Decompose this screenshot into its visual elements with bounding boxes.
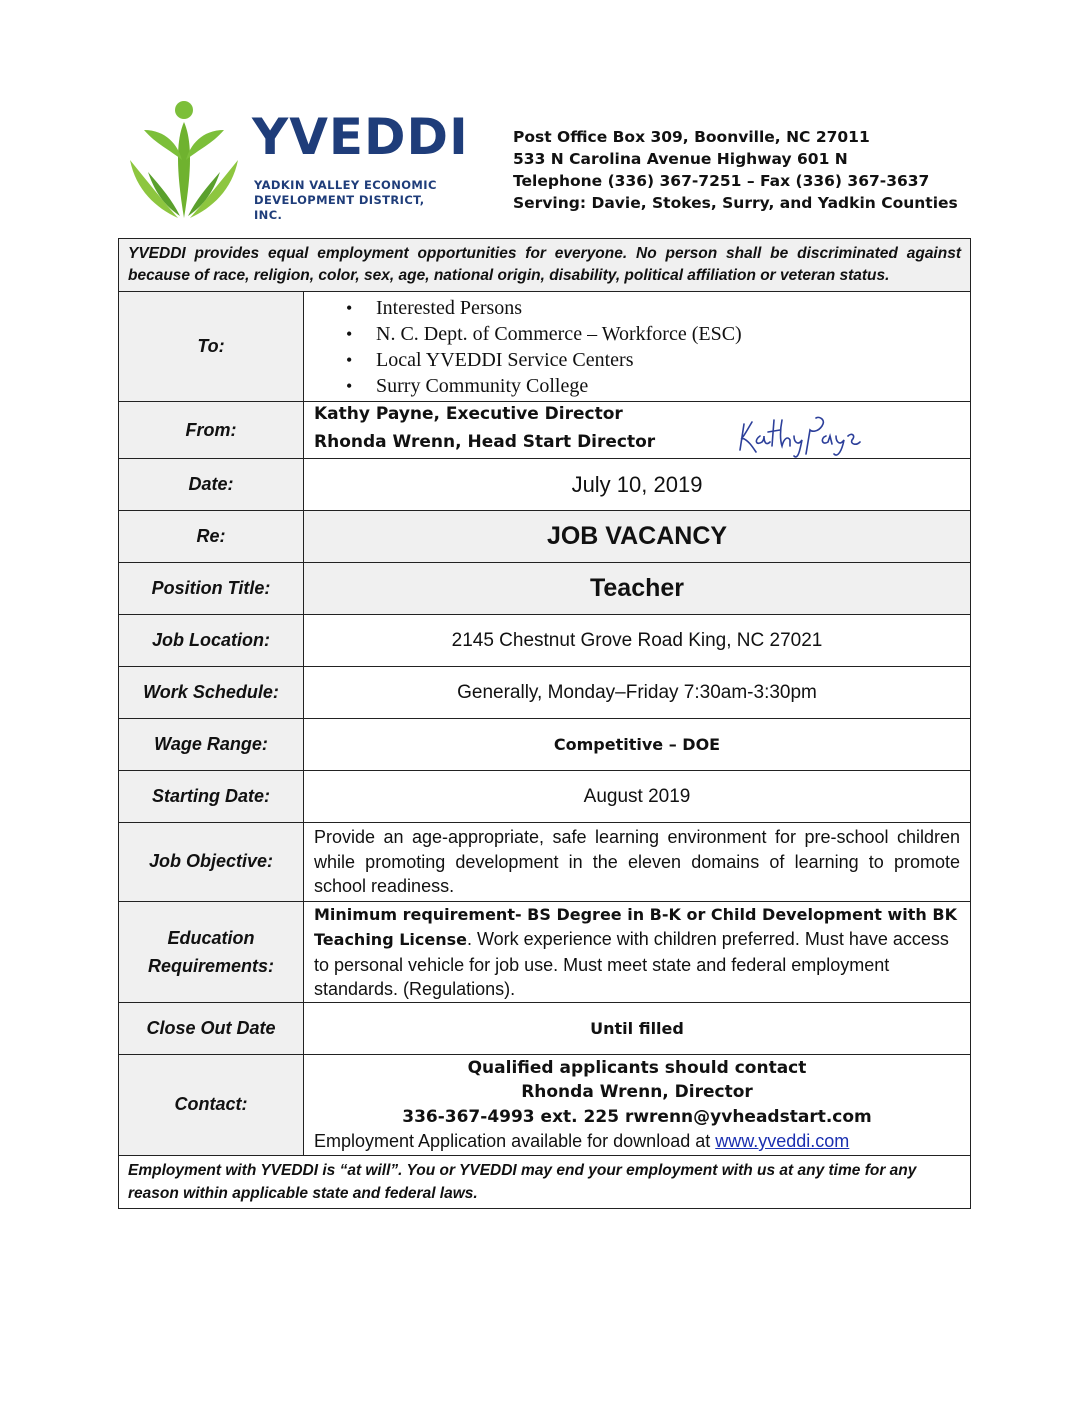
org-address [513, 126, 958, 214]
contact-phone-email: 336-367-4993 ext. 225 rwrenn@yvheadstart.com [402, 1106, 872, 1127]
logo-sub-line: DEVELOPMENT DISTRICT, INC. [254, 193, 425, 222]
schedule-value: Generally, Monday–Friday 7:30am-3:30pm [304, 667, 971, 719]
position-value: Teacher [304, 563, 971, 615]
contact-line: Qualified applicants should contact [467, 1057, 807, 1078]
to-label: To: [119, 292, 304, 402]
service-area-line: Serving: Davie, Stokes, Surry, and Yadkin Counties [513, 194, 958, 212]
contact-label: Contact: [119, 1054, 304, 1155]
education-value [304, 901, 971, 1002]
close-value: Until filled [304, 1002, 971, 1054]
job-vacancy-table [118, 238, 971, 1209]
recipient-item: • Surry Community College [376, 373, 970, 399]
handwritten-signature [734, 406, 874, 460]
re-label: Re: [119, 511, 304, 563]
logo-name: YVEDDI [252, 108, 469, 166]
position-label: Position Title: [119, 563, 304, 615]
education-label-line: Requirements: [147, 955, 275, 976]
recipient-item: • N. C. Dept. of Commerce – Workforce (ESC) [376, 321, 970, 347]
start-value: August 2019 [304, 771, 971, 823]
wage-label: Wage Range: [119, 719, 304, 771]
location-value: 2145 Chestnut Grove Road King, NC 27021 [304, 615, 971, 667]
from-line: Rhonda Wrenn, Head Start Director [314, 432, 656, 452]
contact-value [304, 1054, 971, 1155]
download-line [314, 1129, 960, 1154]
education-label-line: Education [167, 927, 255, 948]
website-link[interactable]: www.yveddi.com [715, 1131, 850, 1151]
close-label: Close Out Date [119, 1002, 304, 1054]
re-value: JOB VACANCY [304, 511, 971, 563]
recipient-item: • Interested Persons [376, 295, 970, 321]
logo-sub-line: YADKIN VALLEY ECONOMIC [254, 178, 437, 192]
date-value: July 10, 2019 [304, 459, 971, 511]
objective-label: Job Objective: [119, 823, 304, 902]
leaf-figure-icon [126, 100, 246, 222]
date-label: Date: [119, 459, 304, 511]
objective-value: Provide an age-appropriate, safe learning environment for pre-school children while promoting development in the eleven domains of learning to promote school readiness. [304, 823, 971, 902]
from-value [304, 402, 971, 459]
recipient-list [304, 295, 970, 399]
location-label: Job Location: [119, 615, 304, 667]
education-label [119, 901, 304, 1002]
to-value [304, 292, 971, 402]
address-line: Post Office Box 309, Boonville, NC 27011 [513, 128, 870, 146]
eeo-notice: YVEDDI provides equal employment opportunities for everyone. No person shall be discriminated against because of race, religion, color, sex, age, national origin, disability, political affiliation or veteran status. [119, 239, 971, 292]
download-text: Employment Application available for download at [314, 1131, 716, 1151]
contact-name: Rhonda Wrenn, Director [521, 1082, 753, 1102]
at-will-notice: Employment with YVEDDI is “at will”. You or YVEDDI may end your employment with us at any time for any reason within applicable state and federal laws. [119, 1155, 971, 1208]
from-line: Kathy Payne, Executive Director [314, 404, 623, 424]
education-details: . Work experience with children preferred. Must have access to personal vehicle for job use. Must meet state and federal employment standards. (Regulations). [314, 929, 949, 999]
logo-subtitle [254, 178, 456, 223]
from-label: From: [119, 402, 304, 459]
phone-fax-line: Telephone (336) 367-7251 – Fax (336) 367-3637 [513, 172, 930, 190]
education-minimum: Minimum requirement- BS Degree in B-K or Child Development with BK Teaching License [314, 904, 957, 949]
address-line: 533 N Carolina Avenue Highway 601 N [513, 150, 848, 168]
start-label: Starting Date: [119, 771, 304, 823]
wage-value: Competitive – DOE [304, 719, 971, 771]
schedule-label: Work Schedule: [119, 667, 304, 719]
recipient-item: • Local YVEDDI Service Centers [376, 347, 970, 373]
yveddi-logo [126, 100, 469, 222]
